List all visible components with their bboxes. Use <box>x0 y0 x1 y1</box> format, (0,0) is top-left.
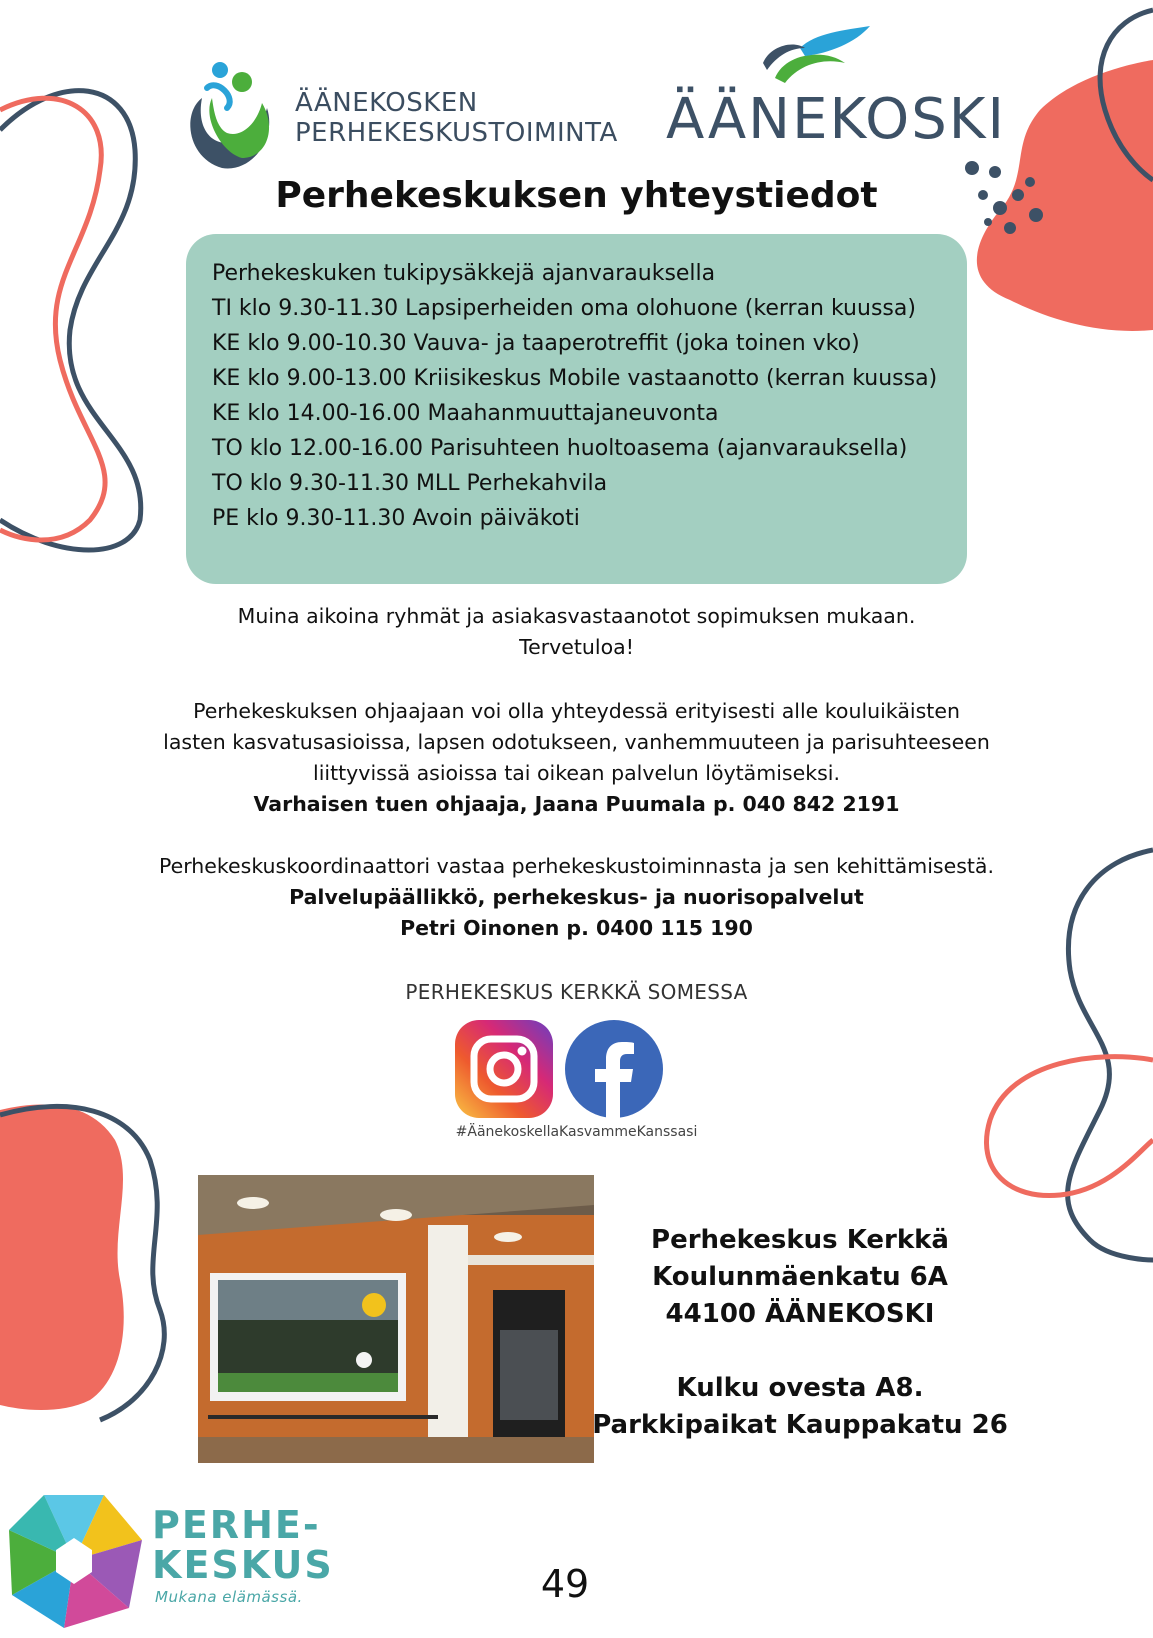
coordinator-contact: Petri Oinonen p. 0400 115 190 <box>400 916 753 940</box>
address-parking: Parkkipaikat Kauppakatu 26 <box>592 1410 1008 1440</box>
address-entrance: Kulku ovesta A8. <box>676 1373 924 1403</box>
schedule-item: KE klo 9.00-13.00 Kriisikeskus Mobile vastaanotto (kerran kuussa) <box>212 366 938 391</box>
page-number: 49 <box>540 1562 590 1606</box>
aanekoski-city-logo-icon <box>745 18 875 90</box>
advisor-text-line: liittyvissä asioissa tai oikean palvelun löytämiseksi. <box>313 761 840 785</box>
address-name: Perhekeskus Kerkkä <box>651 1225 949 1255</box>
welcome-text: Tervetuloa! <box>519 635 634 659</box>
org-logo-line1: ÄÄNEKOSKEN <box>295 88 478 118</box>
schedule-item: KE klo 14.00-16.00 Maahanmuuttajaneuvonta <box>212 401 719 426</box>
address-city: 44100 ÄÄNEKOSKI <box>665 1299 935 1329</box>
footer-logo-line2: KESKUS <box>152 1543 334 1587</box>
address-block <box>590 1222 1010 1444</box>
top-left-coral-loop <box>0 98 105 540</box>
schedule-list <box>212 256 937 536</box>
advisor-text-line: lasten kasvatusasioissa, lapsen odotukseen, vanhemmuuteen ja parisuhteeseen <box>163 730 990 754</box>
schedule-item: Perhekeskuken tukipysäkkejä ajanvarauksella <box>212 261 716 286</box>
schedule-item: TO klo 9.30-11.30 MLL Perhekahvila <box>212 471 608 496</box>
schedule-item: PE klo 9.30-11.30 Avoin päiväkoti <box>212 506 580 531</box>
social-hashtag: #ÄänekoskellaKasvammeKanssasi <box>455 1124 698 1140</box>
advisor-contact: Varhaisen tuen ohjaaja, Jaana Puumala p. 040 842 2191 <box>253 792 900 816</box>
bottom-left-coral-blob <box>0 1104 124 1410</box>
other-times-line: Muina aikoina ryhmät ja asiakasvastaanotot sopimuksen mukaan. <box>237 604 916 628</box>
perhekeskustoiminta-logo-icon <box>182 58 282 173</box>
city-logo-text: ÄÄNEKOSKI <box>666 87 1006 152</box>
coordinator-block <box>0 851 1153 944</box>
schedule-box <box>186 234 967 584</box>
coordinator-title: Palvelupäällikkö, perhekeskus- ja nuorisopalvelut <box>289 885 864 909</box>
top-left-navy-loop <box>0 91 141 550</box>
schedule-item: KE klo 9.00-10.30 Vauva- ja taaperotreffit (joka toinen vko) <box>212 331 860 356</box>
schedule-item: TO klo 12.00-16.00 Parisuhteen huoltoasema (ajanvarauksella) <box>212 436 908 461</box>
social-heading: PERHEKESKUS KERKKÄ SOMESSA <box>405 980 748 1004</box>
schedule-item: TI klo 9.30-11.30 Lapsiperheiden oma olohuone (kerran kuussa) <box>212 296 916 321</box>
page-title: Perhekeskuksen yhteystiedot <box>275 175 878 216</box>
coordinator-text: Perhekeskuskoordinaattori vastaa perhekeskustoiminnasta ja sen kehittämisestä. <box>158 854 995 878</box>
address-street: Koulunmäenkatu 6A <box>652 1262 948 1292</box>
footer-logo-slogan: Mukana elämässä. <box>155 1588 303 1606</box>
org-logo-line2: PERHEKESKUSTOIMINTA <box>295 118 618 148</box>
other-times-block <box>0 601 1153 663</box>
perhekeskus-logo-icon <box>4 1490 144 1630</box>
advisor-block <box>0 696 1153 820</box>
facebook-icon[interactable] <box>565 1020 663 1118</box>
advisor-text-line: Perhekeskuksen ohjaajaan voi olla yhteydessä erityisesti alle kouluikäisten <box>193 699 960 723</box>
instagram-icon[interactable] <box>455 1020 553 1118</box>
footer-logo-line1: PERHE- <box>152 1503 321 1547</box>
building-entrance-photo <box>198 1175 594 1463</box>
